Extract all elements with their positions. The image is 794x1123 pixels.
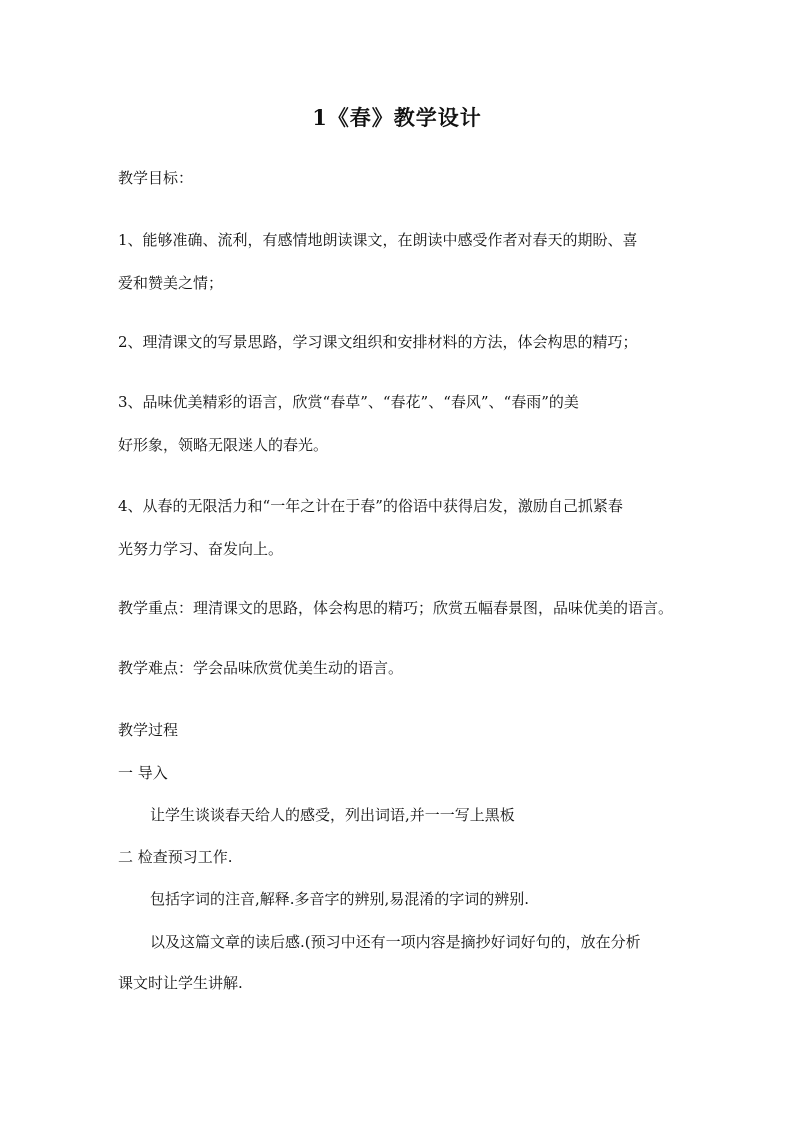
step-1-heading: 一 导入: [118, 764, 168, 782]
step-2-body-2-line-1: 以及这篇文章的读后感.(预习中还有一项内容是摘抄好词好句的，放在分析: [150, 933, 641, 951]
objective-2: 2、理清课文的写景思路，学习课文组织和安排材料的方法，体会构思的精巧；: [118, 333, 638, 351]
process-heading: 教学过程: [118, 721, 179, 739]
objective-1-line-1: 1、能够准确、流利，有感情地朗读课文，在朗读中感受作者对春天的期盼、喜: [118, 231, 638, 249]
objective-3-line-1: 3、品味优美精彩的语言，欣赏“春草”、“春花”、“春风”、“春雨”的美: [118, 393, 579, 411]
step-1-body: 让学生谈谈春天给人的感受，列出词语,并一一写上黑板: [150, 806, 515, 824]
objectives-heading: 教学目标：: [118, 169, 194, 187]
step-2-body-1: 包括字词的注音,解释.多音字的辨别,易混淆的字词的辨别.: [150, 890, 530, 908]
objective-4-line-2: 光努力学习、奋发向上。: [118, 540, 284, 558]
objective-1-line-2: 爱和赞美之情；: [118, 274, 224, 292]
page-title: 1《春》教学设计: [312, 105, 482, 130]
step-2-heading: 二 检查预习工作.: [118, 848, 233, 866]
difficulties: 教学难点：学会品味欣赏优美生动的语言。: [118, 659, 404, 677]
objective-3-line-2: 好形象，领略无限迷人的春光。: [118, 436, 329, 454]
objective-4-line-1: 4、从春的无限活力和“一年之计在于春”的俗语中获得启发，激励自己抓紧春: [118, 497, 623, 515]
key-points: 教学重点：理清课文的思路，体会构思的精巧；欣赏五幅春景图，品味优美的语言。: [118, 599, 674, 617]
step-2-body-2-line-2: 课文时让学生讲解.: [118, 974, 243, 992]
